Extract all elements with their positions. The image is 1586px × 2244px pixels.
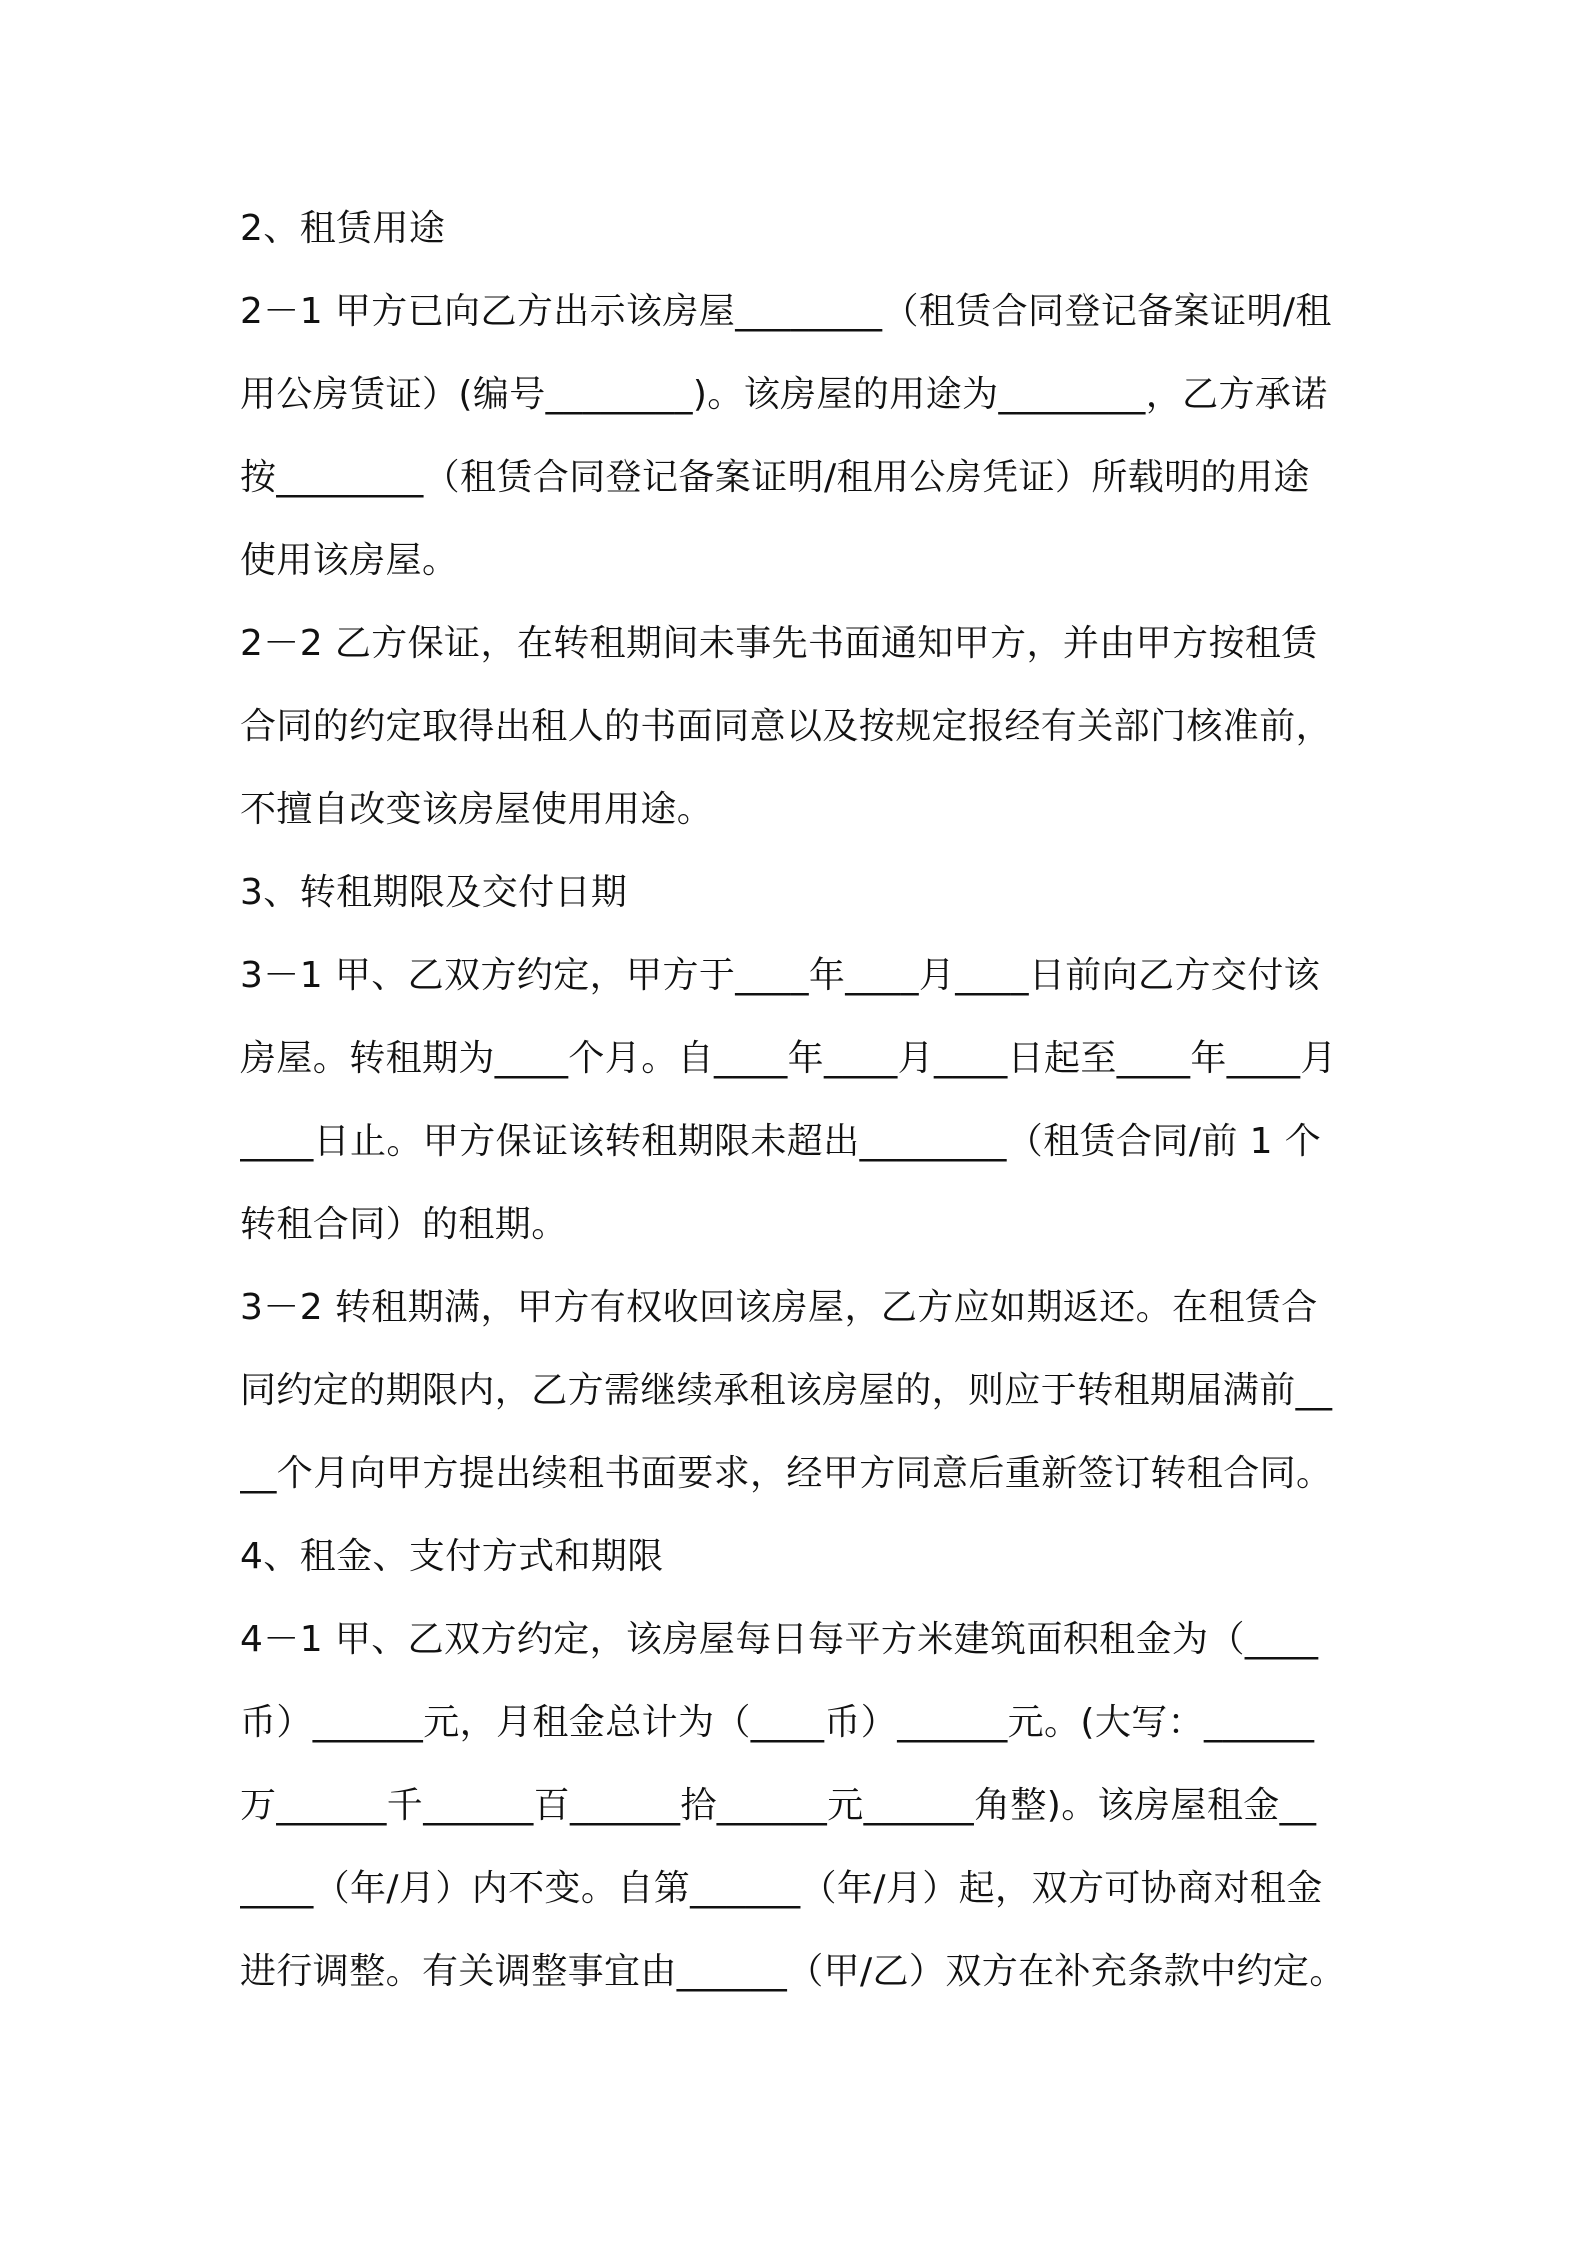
paragraph-line: 使用该房屋。 [240, 540, 459, 581]
paragraph-line: 2－1 甲方已向乙方出示该房屋________（租赁合同登记备案证明/租 [240, 291, 1332, 332]
section-heading: 2、租赁用途 [240, 208, 446, 249]
section-heading: 4、租金、支付方式和期限 [240, 1536, 664, 1577]
paragraph-line: 房屋。转租期为____个月。自____年____月____日起至____年____月 [240, 1038, 1337, 1079]
paragraph-line: 2－2 乙方保证，在转租期间未事先书面通知甲方，并由甲方按租赁 [240, 623, 1318, 664]
paragraph-line: 币）______元，月租金总计为（____币）______元。(大写：______ [240, 1702, 1315, 1743]
paragraph-line: 用公房赁证）(编号________)。该房屋的用途为________，乙方承诺 [240, 374, 1328, 415]
paragraph-line: 3－2 转租期满，甲方有权收回该房屋，乙方应如期返还。在租赁合 [240, 1287, 1318, 1328]
paragraph-line: 万______千______百______拾______元______角整)。该房屋租金__ [240, 1785, 1317, 1826]
paragraph-line: 按________（租赁合同登记备案证明/租用公房凭证）所载明的用途 [240, 457, 1310, 498]
paragraph-line: 合同的约定取得出租人的书面同意以及按规定报经有关部门核准前， [240, 706, 1333, 747]
paragraph-line: 3－1 甲、乙双方约定，甲方于____年____月____日前向乙方交付该 [240, 955, 1321, 996]
paragraph-line: ____（年/月）内不变。自第______（年/月）起，双方可协商对租金 [240, 1868, 1323, 1909]
section-heading: 3、转租期限及交付日期 [240, 872, 628, 913]
paragraph-line: ____日止。甲方保证该转租期限未超出________（租赁合同/前 1 个 [240, 1121, 1322, 1162]
paragraph-line: 进行调整。有关调整事宜由______（甲/乙）双方在补充条款中约定。 [240, 1951, 1346, 1992]
paragraph-line: 不擅自改变该房屋使用用途。 [240, 789, 714, 830]
paragraph-line: 同约定的期限内，乙方需继续承租该房屋的，则应于转租期届满前__ [240, 1370, 1333, 1411]
paragraph-line: __个月向甲方提出续租书面要求，经甲方同意后重新签订转租合同。 [240, 1453, 1333, 1494]
paragraph-line: 转租合同）的租期。 [240, 1204, 568, 1245]
paragraph-line: 4－1 甲、乙双方约定，该房屋每日每平方米建筑面积租金为（____ [240, 1619, 1319, 1660]
